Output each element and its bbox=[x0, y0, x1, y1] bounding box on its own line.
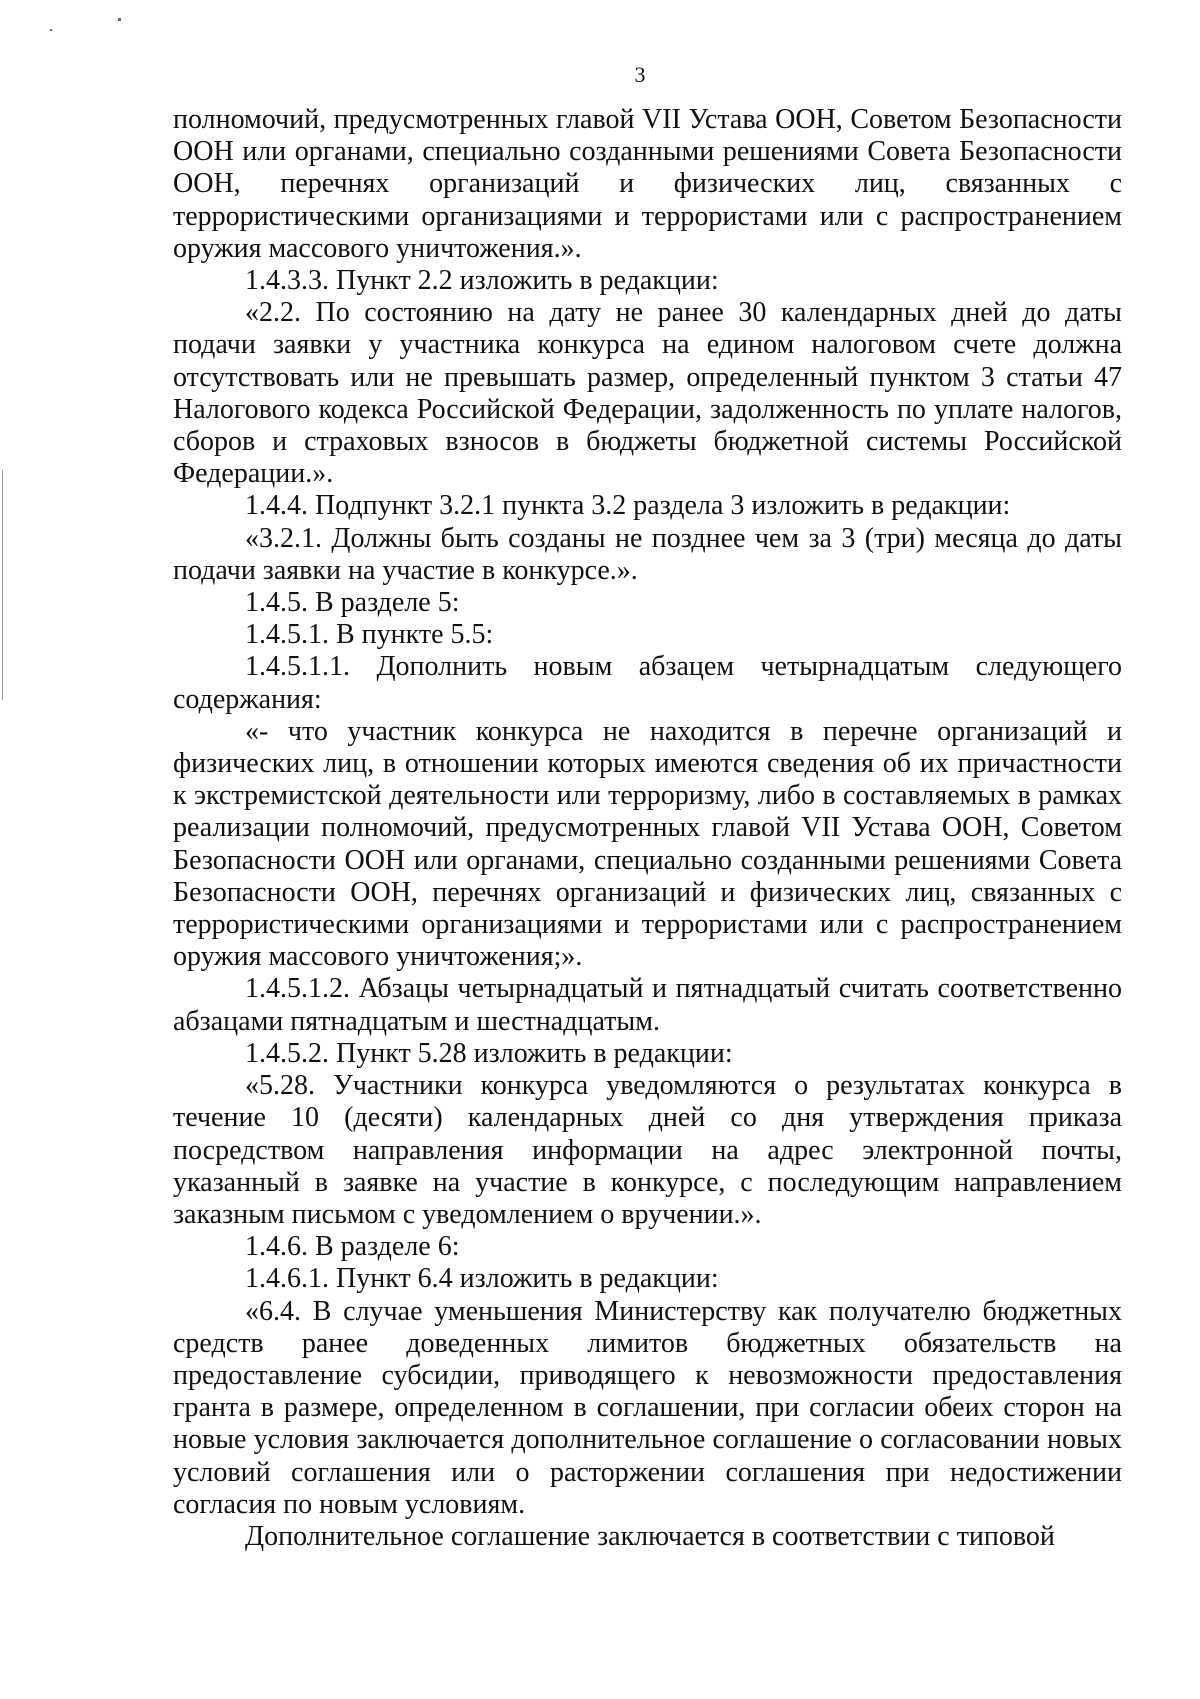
scan-speck bbox=[50, 29, 52, 31]
paragraph: полномочий, предусмотренных главой VII Устава ООН, Советом Безопасности ООН или органами, специально созданными решениями Совета Безопасности ООН, перечнях организаций и физических лиц, связанных с террористическими организациями и террористами или с распространением оружия массового уничтожения.». bbox=[173, 104, 1122, 264]
paragraph: «- что участник конкурса не находится в перечне организаций и физических лиц, в отношении которых имеются сведения об их причастности к экстремистской деятельности или терроризму, либо в составляемых в рамках реализации полномочий, предусмотренных главой VII Устава ООН, Советом Безопасности ООН или органами, специально созданными решениями Совета Безопасности ООН, перечнях организаций и физических лиц, связанных с террористическими организациями и террористами или с распространением оружия массового уничтожения;». bbox=[173, 715, 1122, 973]
paragraph: Дополнительное соглашение заключается в соответствии с типовой bbox=[245, 1520, 1055, 1552]
paragraph: 1.4.6. В разделе 6: bbox=[245, 1231, 460, 1263]
paragraph: 1.4.5.1. В пункте 5.5: bbox=[245, 619, 494, 651]
paragraph: 1.4.5.1.2. Абзацы четырнадцатый и пятнадцатый считать соответственно абзацами пятнадцатым и шестнадцатым. bbox=[173, 973, 1122, 1037]
paragraph: «2.2. По состоянию на дату не ранее 30 календарных дней до даты подачи заявки у участника конкурса на едином налоговом счете должна отсутствовать или не превышать размер, определенный пунктом 3 статьи 47 Налогового кодекса Российской Федерации, задолженность по уплате налогов, сборов и страховых взносов в бюджеты бюджетной системы Российской Федерации.». bbox=[173, 297, 1122, 490]
scan-speck bbox=[118, 18, 121, 21]
paragraph: 1.4.6.1. Пункт 6.4 изложить в редакции: bbox=[245, 1263, 719, 1295]
paragraph: «6.4. В случае уменьшения Министерству как получателю бюджетных средств ранее доведенных лимитов бюджетных обязательств на предоставление субсидии, приводящего к невозможности предоставления гранта в размере, определенном в соглашении, при согласии обеих сторон на новые условия заключается дополнительное соглашение о согласовании новых условий соглашения или о расторжении соглашения при недостижении согласия по новым условиям. bbox=[173, 1295, 1122, 1520]
paragraph: «5.28. Участники конкурса уведомляются о результатах конкурса в течение 10 (десяти) календарных дней со дня утверждения приказа посредством направления информации на адрес электронной почты, указанный в заявке на участие в конкурсе, с последующим направлением заказным письмом с уведомлением о вручении.». bbox=[173, 1070, 1122, 1230]
document-body bbox=[173, 104, 1122, 1553]
paragraph: «3.2.1. Должны быть созданы не позднее чем за 3 (три) месяца до даты подачи заявки на участие в конкурсе.». bbox=[173, 522, 1122, 586]
paragraph: 1.4.5.1.1. Дополнить новым абзацем четырнадцатым следующего содержания: bbox=[173, 651, 1122, 715]
page-number: 3 bbox=[634, 62, 646, 87]
paragraph: 1.4.4. Подпункт 3.2.1 пункта 3.2 раздела 3 изложить в редакции: bbox=[245, 490, 1011, 522]
paragraph: 1.4.3.3. Пункт 2.2 изложить в редакции: bbox=[245, 265, 719, 297]
paragraph: 1.4.5.2. Пункт 5.28 изложить в редакции: bbox=[245, 1037, 733, 1069]
paragraph: 1.4.5. В разделе 5: bbox=[245, 587, 460, 619]
scan-edge-line bbox=[2, 470, 3, 700]
